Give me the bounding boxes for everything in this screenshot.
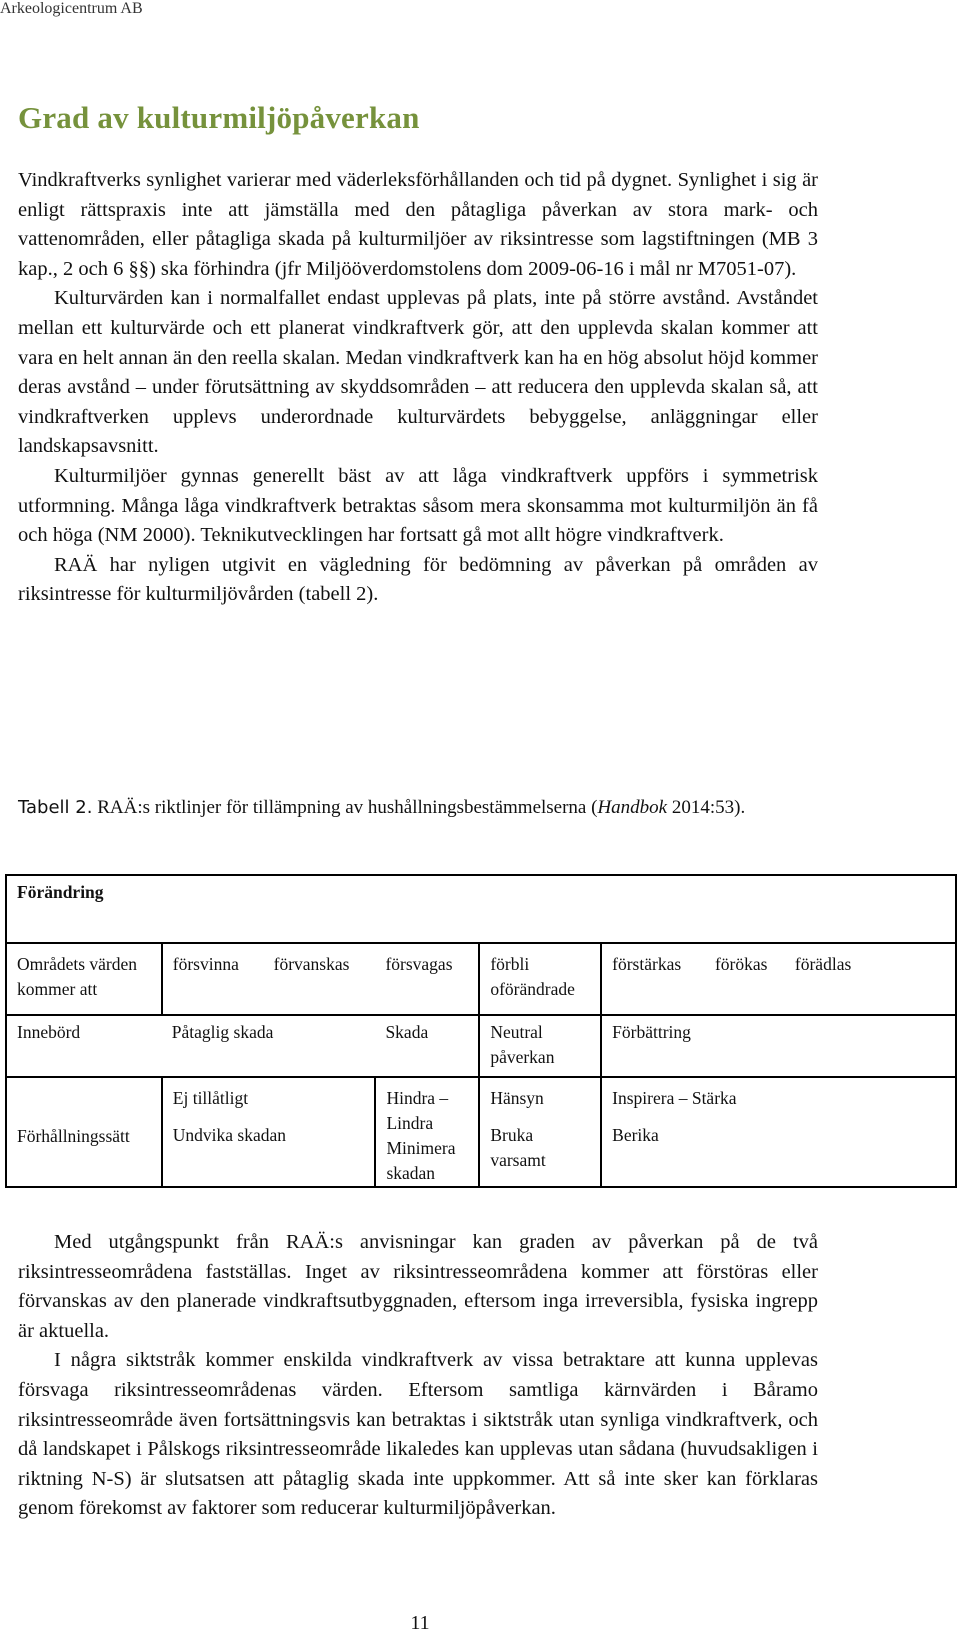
table-cell xyxy=(479,1077,601,1187)
table-row xyxy=(6,943,956,1015)
guidelines-table xyxy=(5,874,957,1188)
table-cell: förbli oförändrade xyxy=(479,943,601,1015)
table-cell: försvagas xyxy=(375,943,479,1015)
table-cell: förädlas xyxy=(785,943,956,1015)
table-cell: Neutral påverkan xyxy=(479,1015,601,1077)
cell-line: Hänsyn xyxy=(490,1088,544,1108)
paragraph: Vindkraftverks synlighet varierar med väderleksförhållanden och tid på dygnet. Synlighet i sig är enligt rättspraxis inte att jämställa med den påtagliga påverkan av stora mark- och vattenområden, eller påtagliga skada på kulturmiljöer av riksintresse som lagstiftningen (MB 3 kap., 2 och 6 §§) ska förhindra (jfr Miljööverdomstolens dom 2009-06-16 i mål nr M7051-07). xyxy=(18,169,818,280)
row-label: Innebörd xyxy=(6,1015,162,1077)
paragraph: Kulturmiljöer gynnas generellt bäst av att låga vindkraftverk uppförs i symmetrisk utformning. Många låga vindkraftverk betraktas såsom mera skonsamma mot kulturmiljön än få och höga (NM 2000). Teknikutvecklingen har fortsatt gå mot allt högre vindkraftverk. xyxy=(18,464,818,547)
cell-line: Bruka varsamt xyxy=(490,1125,546,1170)
table-cell: försvinna xyxy=(162,943,264,1015)
row-label: Områdets värden kommer att xyxy=(6,943,162,1015)
table-row xyxy=(6,1015,956,1077)
paragraph: I några siktstråk kommer enskilda vindkraftverk av vissa betraktare att kunna upplevas försvaga riksintresseområdenas värden. Eftersom samtliga kärnvärden i Båramo riksintresseområde även fortsättningsvis kan betraktas i siktstråk utan synliga vindkraftverk, och då landskapet i Pålskogs riksintresseområde likaledes kan upplevas utan sådana (huvudsakligen i riktning N-S) är slutsatsen att påtaglig skada inte uppkommer. Att så inte sker kan förklaras genom förekomst av faktorer som reducerar kulturmiljöpåverkan. xyxy=(18,1349,818,1520)
table-cell: Påtaglig skada xyxy=(162,1015,376,1077)
table-cell: förökas xyxy=(705,943,785,1015)
row-label: Förhållningssätt xyxy=(6,1077,162,1187)
table-cell: Förbättring xyxy=(601,1015,956,1077)
table-row xyxy=(6,1077,956,1187)
table-cell: förvanskas xyxy=(264,943,376,1015)
paragraph: RAÄ har nyligen utgivit en vägledning för bedömning av påverkan på områden av riksintresse för kulturmiljövården (tabell 2). xyxy=(18,553,818,606)
running-header: Arkeologicentrum AB xyxy=(0,0,143,17)
table-cell: förstärkas xyxy=(601,943,705,1015)
cell-line: Berika xyxy=(612,1125,659,1145)
caption-tail: 2014:53). xyxy=(667,797,746,818)
body-text-top xyxy=(18,166,818,610)
cell-line: Undvika skadan xyxy=(172,1125,287,1145)
table-header-row xyxy=(6,875,956,943)
paragraph: Kulturvärden kan i normalfallet endast upplevas på plats, inte på större avstånd. Avståndet mellan ett kulturvärde och ett planerat vindkraftverk gör, att den upplevda skalan kommer att vara en helt annan än den reella skalan. Medan vindkraftverk kan ha en hög absolut höjd kommer deras avstånd – under förutsättning av skyddsområden – att reducera den upplevda skalan så, att vindkraftverken upplevs underordnade kulturvärdets bebyggelse, anläggningar eller landskapsavsnitt. xyxy=(18,287,818,458)
caption-label: Tabell 2. xyxy=(18,797,93,818)
caption-italic: Handbok xyxy=(597,797,668,818)
cell-line: Inspirera – Stärka xyxy=(612,1088,737,1108)
table-cell xyxy=(601,1077,956,1187)
paragraph: Med utgångspunkt från RAÄ:s anvisningar kan graden av påverkan på de två riksintresseområdena fastställas. Inget av riksintresseområdena kommer att förstöras eller förvanskas av den planerade vindkraftsutbyggnaden, eftersom inga irreversibla, fysiska ingrepp är aktuella. xyxy=(18,1231,818,1342)
caption-text: RAÄ:s riktlinjer för tillämpning av hushållningsbestämmelserna ( xyxy=(92,797,598,818)
table-cell: Hindra – Lindra Minimera skadan xyxy=(375,1077,479,1187)
table-header-cell: Förändring xyxy=(6,875,956,943)
table-cell: Skada xyxy=(375,1015,479,1077)
cell-line: Ej tillåtligt xyxy=(172,1088,249,1108)
page-number: 11 xyxy=(410,1612,430,1634)
table-caption xyxy=(18,795,818,820)
section-title: Grad av kulturmiljöpåverkan xyxy=(18,100,420,135)
table-cell xyxy=(162,1077,376,1187)
body-text-bottom xyxy=(18,1228,818,1524)
